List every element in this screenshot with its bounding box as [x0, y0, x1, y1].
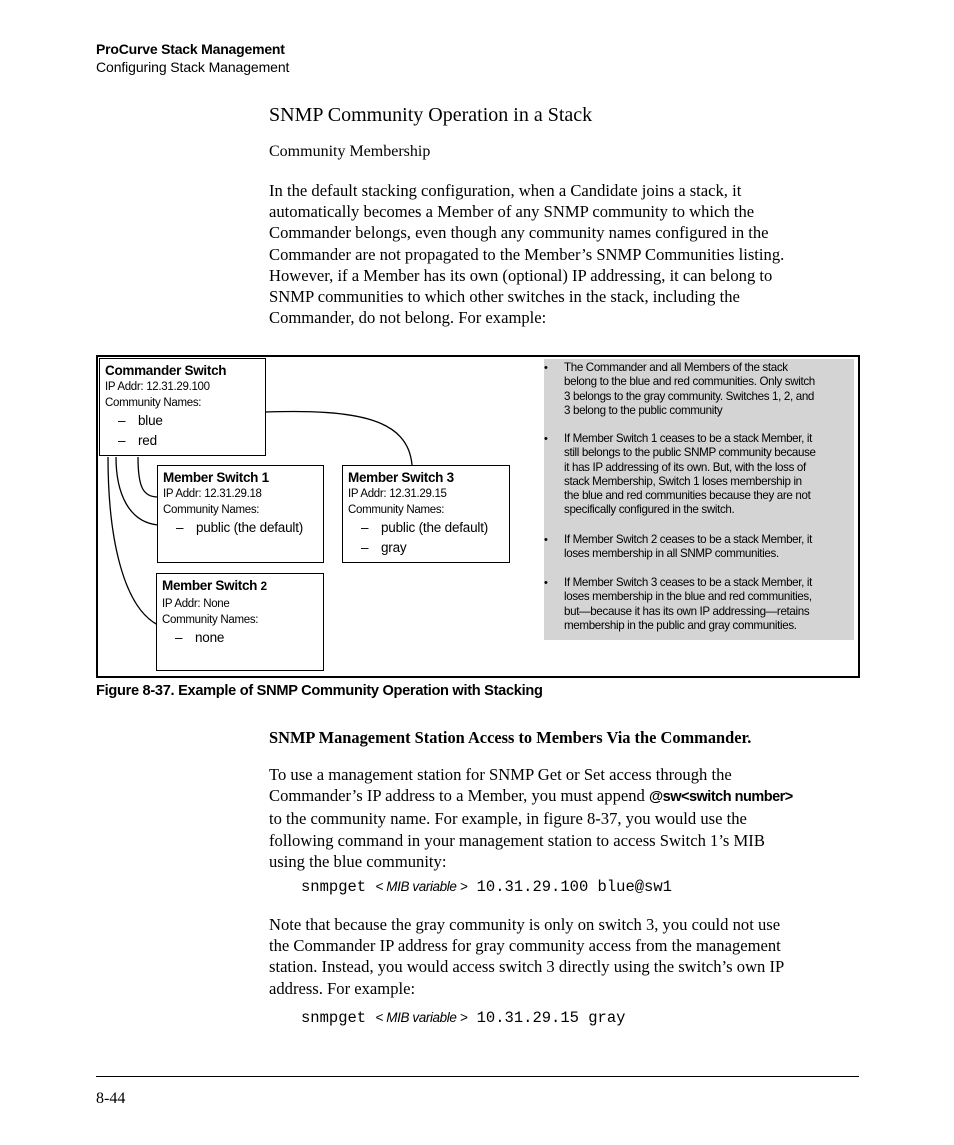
- text-line: automatically becomes a Member of any SNMP community to which the: [269, 202, 755, 222]
- footer-rule: [96, 1076, 859, 1077]
- figure-notes-panel: [544, 359, 854, 640]
- page-number: 8-44: [96, 1090, 126, 1107]
- running-header-title: ProCurve Stack Management: [96, 41, 285, 57]
- text-line: Note that because the gray community is only on switch 3, you could not use: [269, 915, 781, 934]
- member-switch-1-ip: IP Addr: 12.31.29.18: [163, 488, 262, 500]
- code-arguments: 10.31.29.100 blue@sw1: [467, 878, 672, 896]
- text-line: following command in your management station to access Switch 1’s MIB: [269, 830, 765, 850]
- bullet-icon: •: [544, 362, 548, 374]
- member-switch-3-title: Member Switch 3: [348, 470, 454, 485]
- text-line: Commander belongs, even though any community names configured in the: [269, 223, 769, 243]
- code-example-1: [301, 878, 672, 896]
- member-switch-3-community-label: Community Names:: [348, 504, 445, 516]
- member-switch-1-community-label: Community Names:: [163, 504, 260, 516]
- access-heading: SNMP Management Station Access to Members Via the Commander.: [269, 728, 752, 747]
- text-line: Commander, do not belong. For example:: [269, 308, 547, 328]
- note-item: • The Commander and all Members of the stack belong to the blue and red communities. Only switch 3 belongs to the gray community. Switches 1, 2, and 3 belong to the public community: [544, 361, 815, 417]
- code-variable: < MIB variable >: [375, 879, 468, 894]
- member-switch-2-box: [156, 573, 324, 671]
- connector-commander-member2: [108, 457, 158, 625]
- member-switch-3-ip: IP Addr: 12.31.29.15: [348, 488, 447, 500]
- section-title: SNMP Community Operation in a Stack: [269, 104, 593, 126]
- note-item: • If Member Switch 3 ceases to be a stack Member, it loses membership in the blue and red communities, but—because it has its own IP addressing—retains membership in the public and gray communities.: [544, 576, 812, 632]
- member-switch-3-box: [342, 465, 510, 563]
- member-switch-2-community-label: Community Names:: [162, 614, 259, 626]
- bullet-icon: •: [544, 577, 548, 589]
- text-line: the Commander IP address for gray community access from the management: [269, 936, 781, 956]
- text-line: SNMP communities to which other switches in the stack, including the: [269, 287, 740, 307]
- community-item: – blue: [118, 413, 163, 428]
- note-item: • If Member Switch 1 ceases to be a stack Member, it still belongs to the public SNMP community because it has IP addressing of its own. But, with the loss of stack Membership, Switch 1 loses membership in the blue and red communities because they are not specifically configured in the switch.: [544, 432, 816, 517]
- member-switch-2-title: Member Switch 2: [162, 578, 267, 593]
- intro-paragraph: [269, 180, 859, 328]
- figure-stack-communities: [96, 355, 860, 678]
- access-paragraph-1: [269, 764, 859, 872]
- text-line: to the community name. For example, in figure 8-37, you would use the: [269, 809, 747, 829]
- member-switch-1-box: [157, 465, 324, 563]
- member-switch-2-ip: IP Addr: None: [162, 598, 230, 610]
- community-item: – public (the default): [176, 520, 304, 535]
- text-line: In the default stacking configuration, when a Candidate joins a stack, it: [269, 181, 742, 200]
- text-line: using the blue community:: [269, 851, 447, 871]
- commander-community-label: Community Names:: [105, 397, 202, 409]
- member-switch-1-title: Member Switch 1: [163, 470, 269, 485]
- community-item: – gray: [361, 540, 407, 555]
- access-paragraph-2: [269, 914, 859, 999]
- commander-ip: IP Addr: 12.31.29.100: [105, 381, 210, 393]
- text-line: Commander’s IP address to a Member, you must append @sw<switch number>: [269, 786, 793, 806]
- code-command: snmpget: [301, 1009, 376, 1027]
- switch-suffix-syntax: @sw<switch number>: [649, 789, 793, 806]
- subsection-title: Community Membership: [269, 143, 431, 160]
- text-line: station. Instead, you would access switch 3 directly using the switch’s own IP: [269, 957, 785, 977]
- text-line: Commander are not propagated to the Member’s SNMP Communities listing.: [269, 244, 785, 264]
- note-item: • If Member Switch 2 ceases to be a stack Member, it loses membership in all SNMP communities.: [544, 533, 812, 561]
- connector-commander-member1-outer: [116, 457, 158, 525]
- commander-switch-title: Commander Switch: [105, 363, 227, 378]
- community-item: – none: [175, 630, 225, 645]
- community-item: – public (the default): [361, 520, 489, 535]
- running-header-subtitle: Configuring Stack Management: [96, 59, 290, 75]
- code-command: snmpget: [301, 878, 376, 896]
- text-line: To use a management station for SNMP Get or Set access through the: [269, 765, 732, 784]
- text-line: address. For example:: [269, 978, 416, 998]
- connector-commander-member3: [266, 412, 412, 465]
- code-example-2: [301, 1009, 625, 1027]
- community-item: – red: [118, 433, 157, 448]
- code-variable: < MIB variable >: [375, 1010, 468, 1025]
- bullet-icon: •: [544, 534, 548, 546]
- bullet-icon: •: [544, 433, 548, 445]
- text-line: However, if a Member has its own (optional) IP addressing, it can belong to: [269, 265, 773, 285]
- code-arguments: 10.31.29.15 gray: [467, 1009, 626, 1027]
- connector-commander-member1-inner: [138, 457, 158, 497]
- figure-caption: Figure 8-37. Example of SNMP Community Operation with Stacking: [96, 683, 543, 699]
- commander-switch-box: [99, 358, 266, 456]
